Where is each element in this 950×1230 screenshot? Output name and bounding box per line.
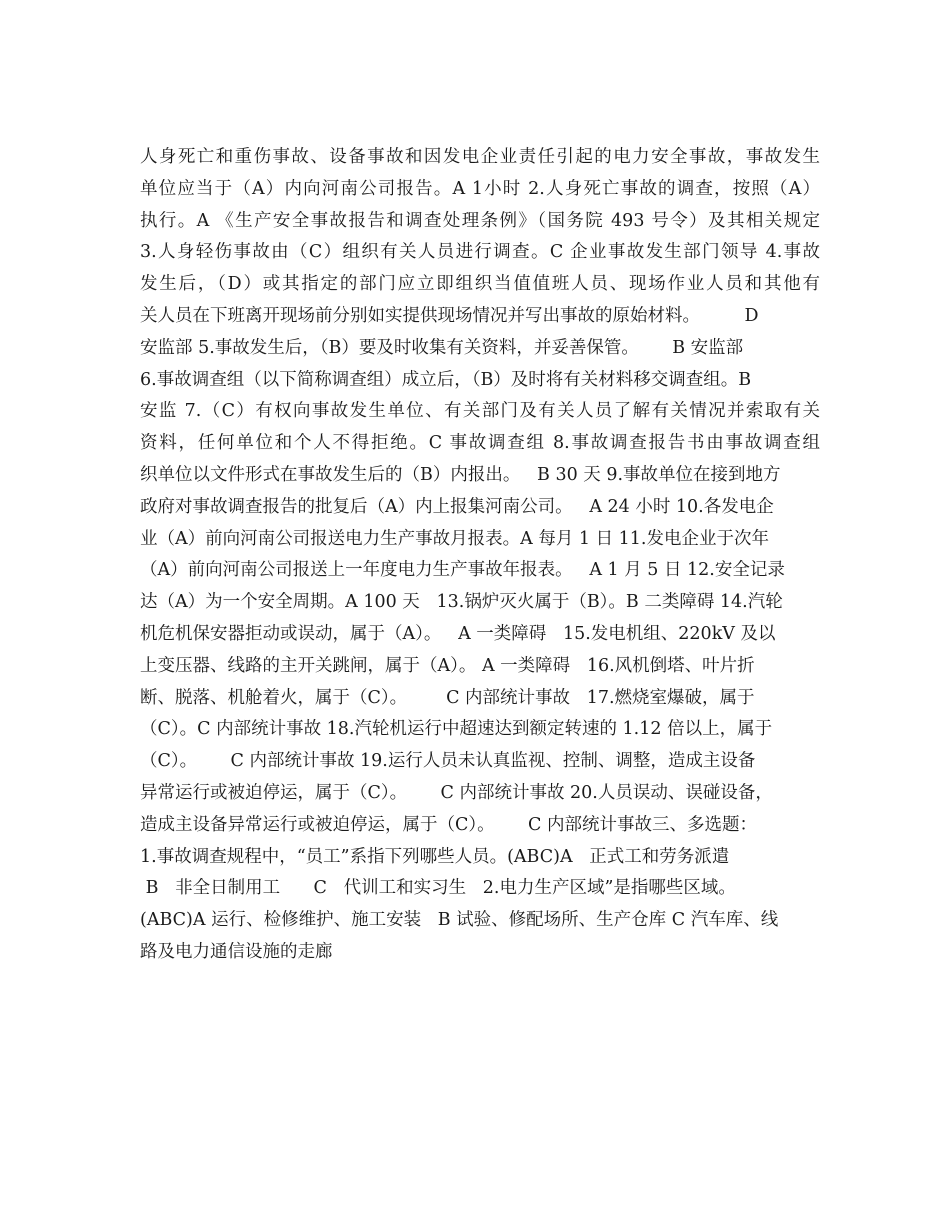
text-line: 达（A）为一个安全周期。A 100 天 13.锅炉灭火属于（B）。B 二类障碍 14.汽轮 (140, 592, 783, 613)
text-line: 安监部 5.事故发生后，（B）要及时收集有关资料，并妥善保管。 B 安监部 (140, 337, 744, 358)
text-line: 资料，任何单位和个人不得拒绝。C 事故调查组 8.事故调查报告书由事故调查组 (140, 433, 820, 454)
text-line: 政府对事故调查报告的批复后（A）内上报集河南公司。 A 24 小时 10.各发电企 (140, 496, 774, 517)
text-line: 人身死亡和重伤事故、设备事故和因发电企业责任引起的电力安全事故，事故发生 (140, 147, 820, 167)
text-line: 织单位以文件形式在事故发生后的（B）内报出。 B 30 天 9.事故单位在接到地方 (140, 464, 781, 485)
text-line: 6.事故调查组（以下简称调查组）成立后，（B）及时将有关材料移交调查组。B (140, 369, 752, 390)
text-line: 3.人身轻伤事故由（C）组织有关人员进行调查。C 企业事故发生部门领导 4.事故 (140, 242, 820, 263)
text-line: 造成主设备异常运行或被迫停运，属于（C）。 C 内部统计事故三、多选题： (140, 814, 757, 835)
text-line: 关人员在下班离开现场前分别如实提供现场情况并写出事故的原始材料。 D (140, 305, 759, 326)
text-line: 1.事故调查规程中，“员工”系指下列哪些人员。(ABC)A 正式工和劳务派遣 (140, 846, 730, 867)
text-line: 机危机保安器拒动或误动，属于（A）。 A 一类障碍 15.发电机组、220kV 及以 (140, 623, 776, 644)
text-line: 异常运行或被迫停运，属于（C）。 C 内部统计事故 20.人员误动、误碰设备， (140, 782, 773, 803)
text-line: 断、脱落、机舱着火，属于（C）。 C 内部统计事故 17.燃烧室爆破，属于 (140, 687, 755, 708)
text-line: B 非全日制用工 C 代训工和实习生 2.电力生产区域”是指哪些区域。 (140, 878, 736, 899)
text-line: （A）前向河南公司报送上一年度电力生产事故年报表。 A 1 月 5 日 12.安全记录 (140, 560, 785, 581)
text-line: 单位应当于（A）内向河南公司报告。A 1小时 2.人身死亡事故的调查，按照（A） (140, 178, 820, 199)
document-body (140, 142, 820, 969)
text-line: 执行。A 《生产安全事故报告和调查处理条例》（国务院 493 号令）及其相关规定 (140, 210, 820, 231)
text-line: 上变压器、线路的主开关跳闸，属于（A）。 A 一类障碍 16.风机倒塔、叶片折 (140, 655, 755, 676)
text-line: 安监 7.（C）有权向事故发生单位、有关部门及有关人员了解有关情况并索取有关 (140, 401, 820, 422)
text-line: 路及电力通信设施的走廊 (140, 941, 333, 962)
text-line: （C）。 C 内部统计事故 19.运行人员未认真监视、控制、调整，造成主设备 (140, 751, 756, 772)
text-line: (ABC)A 运行、检修维护、施工安装 B 试验、修配场所、生产仓库 C 汽车库、线 (140, 910, 779, 931)
text-line: （C）。C 内部统计事故 18.汽轮机运行中超速达到额定转速的 1.12 倍以上，属于 (140, 719, 773, 740)
text-line: 发生后，（D）或其指定的部门应立即组织当值值班人员、现场作业人员和其他有 (140, 274, 820, 295)
text-line: 业（A）前向河南公司报送电力生产事故月报表。A 每月 1 日 11.发电企业于次年 (140, 528, 769, 549)
